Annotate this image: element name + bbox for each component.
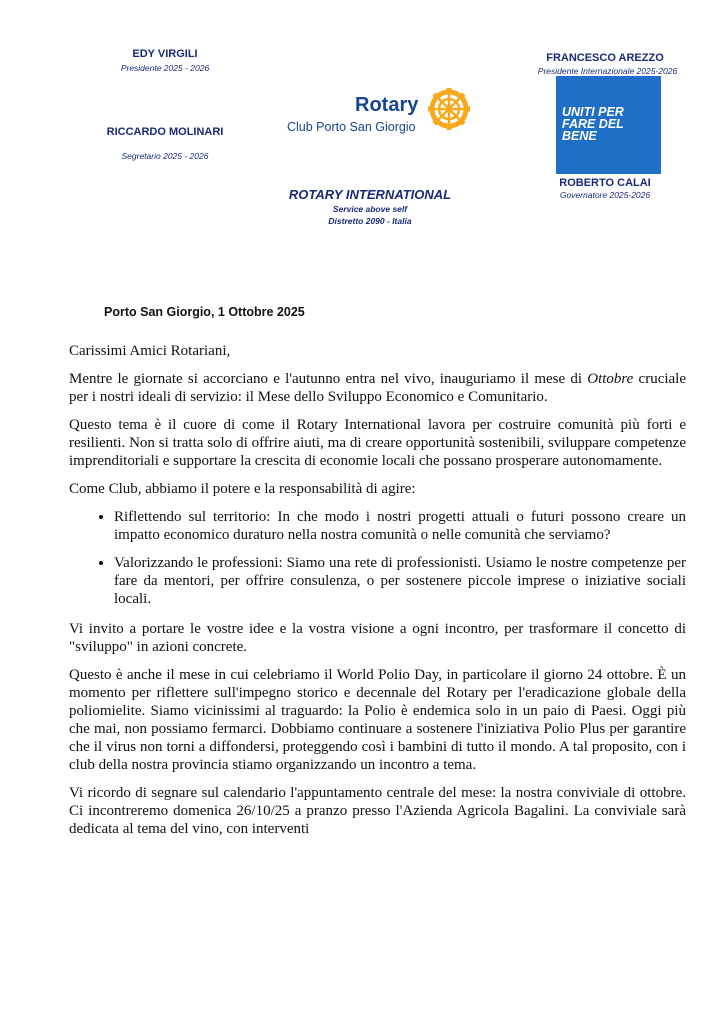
governor-name: ROBERTO CALAI (559, 177, 651, 189)
list-item: • Riflettendo sul territorio: In che modo i nostri progetti attuali o futuri possono creare un impatto economico duraturo nella nostra comunità o nelle comunità che serviamo? (114, 508, 686, 544)
paragraph-4: Vi invito a portare le vostre idee e la vostra visione a ogni incontro, per trasformare il concetto di "sviluppo" in azioni concrete. (69, 621, 686, 655)
rotary-wheel-icon (428, 88, 470, 130)
paragraph-5: Questo è anche il mese in cui celebriamo il World Polio Day, in particolare il giorno 24 ottobre. È un momento per riflettere sull'impegno storico e decennale del Rotary per l'eradicazione globale della poliomielite. Siamo vicinissimi al traguardo: la Polio è endemica solo in un paio di Paesi. Oggi più che mai, non possiamo fermarci. Dobbiamo continuare a sostenere l'iniziativa Polio Plus per garantire che il virus non torni a diffondersi, proteggendo così i bambini di tutto il mondo. A tal proposito, con i club della nostra provincia stiamo organizzando un incontro a tema. (69, 667, 686, 773)
month-name: Ottobre (587, 371, 634, 387)
governor-role: Governatore 2025-2026 (559, 190, 651, 200)
rotary-club-logo (283, 86, 473, 136)
president-name: EDY VIRGILI (132, 48, 198, 60)
presidential-theme-box (556, 76, 661, 174)
org-motto: Service above self (332, 204, 408, 214)
secretary-role: Segretario 2025 - 2026 (121, 151, 209, 161)
club-name: Club Porto San Giorgio (287, 120, 416, 134)
intl-president-name: FRANCESCO AREZZO (546, 52, 664, 64)
paragraph-3: Come Club, abbiamo il potere e la responsabilità di agire: (69, 481, 416, 497)
action-list (69, 508, 686, 608)
president-role: Presidente 2025 - 2026 (120, 63, 210, 73)
district-label: Distretto 2090 - Italia (328, 216, 412, 226)
rotary-wordmark: Rotary (355, 94, 419, 116)
paragraph-1: Mentre le giornate si accorciano e l'autunno entra nel vivo, inauguriamo il mese di Ottobre cruciale per i nostri ideali di servizio: il Mese dello Sviluppo Economico e Comunitario. (69, 371, 687, 405)
salutation: Carissimi Amici Rotariani, (69, 343, 231, 359)
letter-body (69, 342, 686, 848)
theme-text: UNITI PER FARE DEL BENE (562, 105, 624, 143)
paragraph-2: Questo tema è il cuore di come il Rotary International lavora per costruire comunità più forti e resilienti. Non si tratta solo di offrire aiuti, ma di creare opportunità sostenibili, sviluppare competenze imprenditoriali e supportare la crescita di economie locali che possano prosperare autonomamente. (69, 417, 686, 469)
date-line: Porto San Giorgio, 1 Ottobre 2025 (104, 305, 305, 319)
paragraph-6: Vi ricordo di segnare sul calendario l'appuntamento centrale del mese: la nostra conviviale di ottobre. Ci incontreremo domenica 26/10/25 a pranzo presso l'Azienda Agricola Bagalini. La conviviale sarà dedicata al tema del vino, con interventi (69, 785, 686, 837)
list-item: • Valorizzando le professioni: Siamo una rete di professionisti. Usiamo le nostre competenze per fare da mentori, per offrire consulenza, o per sostenere piccole imprese o iniziative sociali locali. (114, 554, 686, 608)
intl-president-role: Presidente Internazionale 2025-2026 (537, 66, 678, 76)
secretary-name: RICCARDO MOLINARI (106, 126, 224, 138)
org-title: ROTARY INTERNATIONAL (288, 187, 452, 202)
